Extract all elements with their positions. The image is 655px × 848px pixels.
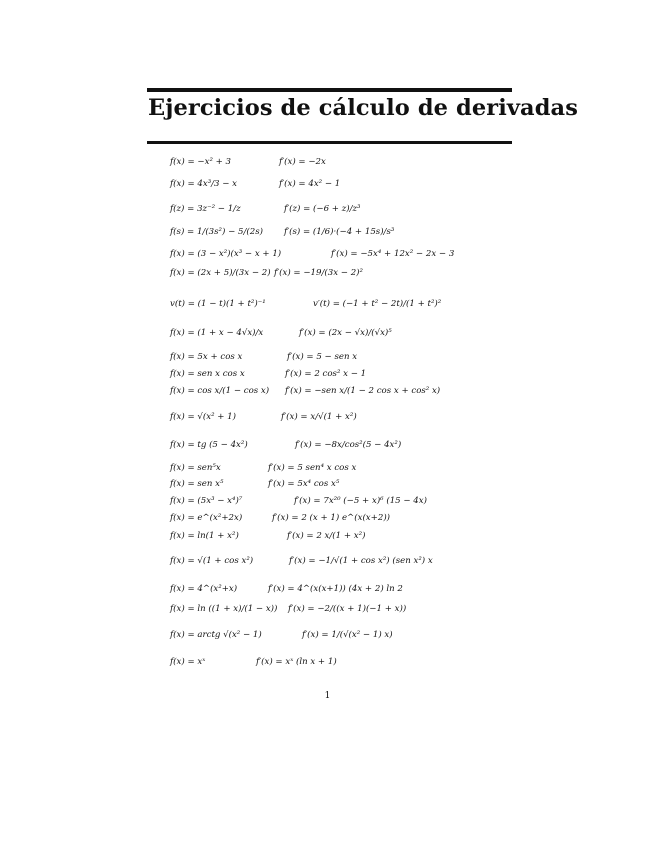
function-expression: v(t) = (1 − t)(1 + t²)⁻¹	[170, 299, 266, 309]
function-expression: f(x) = 4^(x²+x)	[170, 584, 238, 594]
derivative-expression: f′(x) = 1/(√(x² − 1) x)	[302, 630, 393, 640]
derivative-expression: f′(x) = (2x − √x)/(√x)⁵	[299, 328, 392, 338]
derivative-expression: f′(x) = −2x	[279, 157, 326, 167]
function-expression: f(x) = tg (5 − 4x²)	[170, 440, 248, 450]
derivative-expression: f′(x) = −19/(3x − 2)²	[274, 268, 363, 278]
function-expression: f(x) = xˣ	[170, 657, 206, 667]
page-number: 1	[324, 691, 331, 701]
function-expression: f(x) = (2x + 5)/(3x − 2)	[170, 268, 271, 278]
derivative-expression: f′(x) = 5 sen⁴ x cos x	[268, 463, 357, 473]
function-expression: f(x) = 5x + cos x	[170, 352, 243, 362]
function-expression: f(z) = 3z⁻² − 1/z	[170, 204, 241, 214]
derivative-expression: f′(x) = 7x²⁰ (−5 + x)⁶ (15 − 4x)	[294, 496, 427, 506]
derivative-expression: f′(x) = 5x⁴ cos x⁵	[268, 479, 340, 489]
function-expression: f(x) = (3 − x²)(x³ − x + 1)	[170, 249, 282, 259]
derivative-expression: f′(s) = (1/6)·(−4 + 15s)/s³	[284, 227, 395, 237]
function-expression: f(x) = ln ((1 + x)/(1 − x))	[170, 604, 278, 614]
function-expression: f(x) = cos x/(1 − cos x)	[170, 386, 270, 396]
function-expression: f(x) = (5x³ − x⁴)⁷	[170, 496, 243, 506]
derivative-expression: f′(x) = −5x⁴ + 12x² − 2x − 3	[331, 249, 455, 259]
function-expression: f(x) = e^(x²+2x)	[170, 513, 243, 523]
derivative-expression: f′(x) = 5 − sen x	[287, 352, 358, 362]
function-expression: f(s) = 1/(3s²) − 5/(2s)	[170, 227, 263, 237]
derivative-expression: f′(x) = 4x² − 1	[279, 179, 341, 189]
derivative-expression: v′(t) = (−1 + t² − 2t)/(1 + t²)²	[313, 299, 442, 309]
derivative-expression: f′(x) = 2 (x + 1) e^(x(x+2))	[272, 513, 391, 523]
derivative-expression: f′(x) = x/√(1 + x²)	[281, 412, 357, 422]
function-expression: f(x) = sen x⁵	[170, 479, 224, 489]
derivative-expression: f′(z) = (−6 + z)/z³	[284, 204, 361, 214]
function-expression: f(x) = √(1 + cos x²)	[170, 556, 254, 566]
derivative-expression: f′(x) = 2 x/(1 + x²)	[287, 531, 366, 541]
function-expression: f(x) = 4x³/3 − x	[170, 179, 238, 189]
derivative-expression: f′(x) = xˣ (ln x + 1)	[256, 657, 337, 667]
function-expression: f(x) = arctg √(x² − 1)	[170, 630, 262, 640]
derivative-expression: f′(x) = −8x/cos²(5 − 4x²)	[295, 440, 402, 450]
derivative-expression: f′(x) = −2/((x + 1)(−1 + x))	[288, 604, 407, 614]
derivative-expression: f′(x) = 2 cos² x − 1	[285, 369, 367, 379]
function-expression: f(x) = −x² + 3	[170, 157, 232, 167]
function-expression: f(x) = ln(1 + x²)	[170, 531, 239, 541]
derivative-expression: f′(x) = −1/√(1 + cos x²) (sen x²) x	[289, 556, 433, 566]
function-expression: f(x) = sen⁵x	[170, 463, 221, 473]
derivative-expression: f′(x) = 4^(x(x+1)) (4x + 2) ln 2	[268, 584, 403, 594]
document-title: Ejercicios de cálculo de derivadas	[148, 95, 578, 121]
derivative-expression: f′(x) = −sen x/(1 − 2 cos x + cos² x)	[285, 386, 441, 396]
function-expression: f(x) = √(x² + 1)	[170, 412, 237, 422]
function-expression: f(x) = (1 + x − 4√x)/x	[170, 328, 264, 338]
function-expression: f(x) = sen x cos x	[170, 369, 245, 379]
